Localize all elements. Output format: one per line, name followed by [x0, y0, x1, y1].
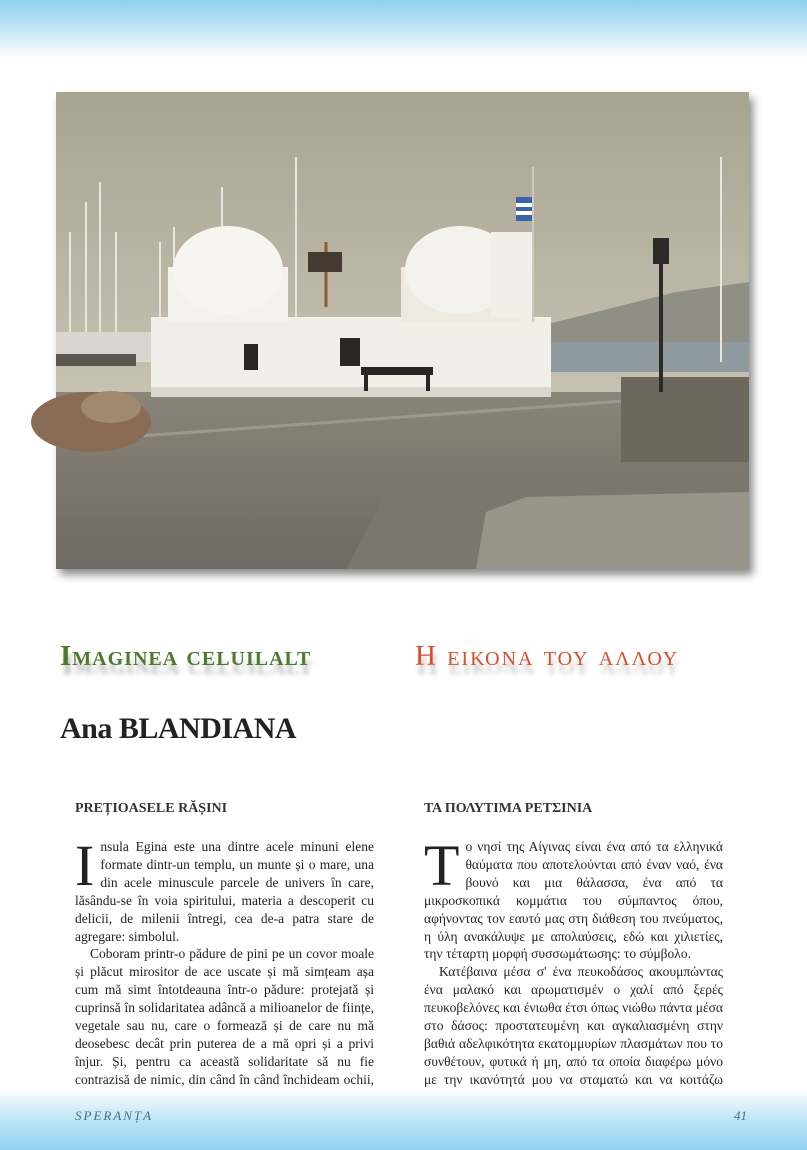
paragraph-text: ο νησί της Αίγινας είναι ένα από τα ελληνικά θαύματα που αποτελούνται από έναν ναό, ένα βουνό και μια θάλασσα, ένα από τα μικροσκοπικά κομμάτια του σύμπαντος όπου, αφήνοντας τον εαυτό μας στη διάθεση του πνεύματος, η ύλη ανακάλυψε με απολαύσεις, εδώ και χιλιετίες, την τέταρτη μορφή συσσωμάτωσης: το σύμβολο.: [424, 839, 723, 962]
drop-cap: I: [75, 833, 95, 898]
column-romanian: [75, 833, 374, 1094]
paragraph-text: nsula Egina este una dintre acele minuni elene formate dintr-un templu, un munte și o mare, una din acele minuscule parcele de univers în care, lăsându-se în voia spiritului, materia a descoperit cu delicii, de milenii întregi, cea de-a patra stare de agregare: simbolul.: [75, 839, 374, 944]
photo-illustration: [56, 92, 749, 569]
section-heading-romanian: PREȚIOASELE RĂȘINI: [75, 801, 228, 816]
paragraph-1: [75, 833, 374, 945]
paragraph-2: Κατέβαινα μέσα σ' ένα πευκοδάσος ακουμπώντας ένα μαλακό και αρωματισμέν ο χαλί από ξερές πευκοβελόνες και ένιωθα έτσι όπως νιώθω πάντα μέσα στο δάσος: προστατευμένη και αγκαλιασμένη στην βαθιά αδελφικότητα εκατομμυρίων πλασμάτων που το συνθέτουν, φυτικά ή μη, από τα οποία διαφέρω μόνο με την ικανότητά μου να σταματώ και να κοιτάζω: [424, 964, 723, 1087]
column-greek: [424, 833, 723, 1094]
magazine-name: SPERANȚA: [75, 1108, 154, 1123]
page-number: 41: [734, 1108, 747, 1123]
title-greek: Η εικονα του αλλου: [415, 640, 680, 672]
header-band: [0, 0, 807, 58]
chapel-harbor-photo: [56, 92, 749, 569]
drop-cap: Τ: [424, 833, 460, 898]
paragraph-2: Coboram printr-o pădure de pini pe un covor moale și plăcut mirositor de ace uscate și mă simțeam așa cum mă simt întotdeauna într-o pădure: protejată și cuprinsă în solidaritatea adâncă a milioanelor de ființe, vegetale sau nu, care o formează și de care nu mă deosebesc decât prin puterea de a mă opri și a privi înjur. Și, pentru ca această solidaritate să nu fie contrazisă de nimic, din când în când închideam ochii,: [75, 946, 374, 1087]
title-romanian: Imaginea celuilalt: [60, 640, 312, 672]
section-heading-greek: ΤΑ ΠΟΛΥΤΙΜΑ ΡΕΤΣΙΝΙΑ: [424, 801, 593, 816]
paragraph-1: [424, 833, 723, 963]
author-name: Ana BLANDIANA: [60, 712, 297, 745]
